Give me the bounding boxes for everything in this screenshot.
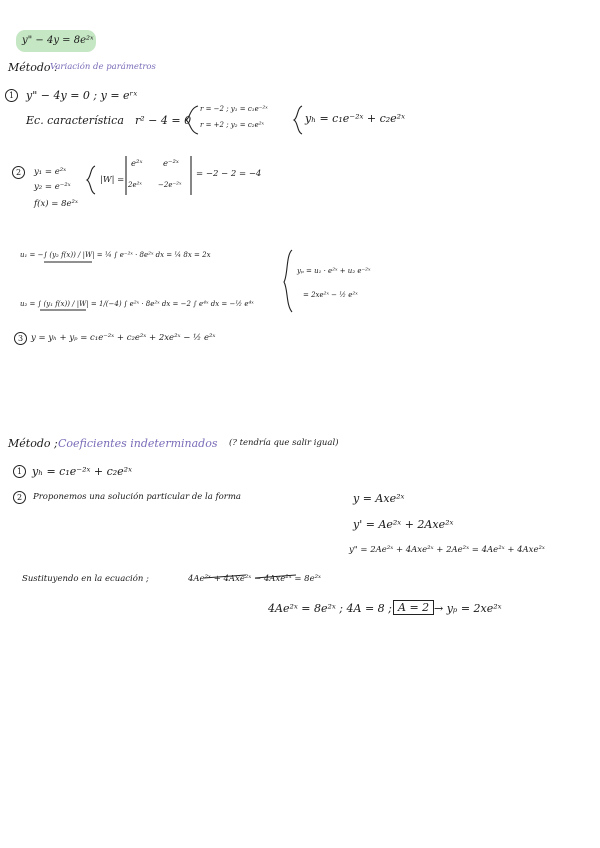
- homogeneous-equation: y" − 4y = 0 ; y = eʳˣ: [26, 89, 138, 102]
- step-number: 1: [13, 465, 26, 478]
- general-solution: y = yₕ + yₚ = c₁e⁻²ˣ + c₂e²ˣ + 2xe²ˣ − ½ e²ˣ: [31, 333, 216, 343]
- y2-definition: y₂ = e⁻²ˣ: [34, 182, 71, 192]
- step-number: 1: [5, 89, 18, 102]
- method1-label: Método :: [8, 61, 58, 74]
- method1-name: Variación de parámetros: [50, 62, 156, 72]
- wronskian-result: = −2 − 2 = −4: [196, 169, 262, 179]
- yp-line-2: = 2xe²ˣ − ½ e²ˣ: [303, 291, 358, 299]
- step-number: 2: [12, 166, 25, 179]
- proposal-text: Proponemos una solución particular de la forma: [33, 492, 241, 502]
- step-number: 2: [13, 491, 26, 504]
- substitution-equation: 4Ae²ˣ + 4Axe²ˣ − 4Axe²ˣ = 8e²ˣ: [188, 574, 322, 584]
- root-2: r = +2 ; y₂ = c₂e²ˣ: [200, 121, 265, 129]
- method2-note: (? tendría que salir igual): [229, 438, 339, 448]
- characteristic-equation: r² − 4 = 0: [135, 114, 192, 127]
- u1-formula: u₁ = −∫ (y₂ f(x)) / |W| = ¼ ∫ e⁻²ˣ · 8e²ˣ dx = ¼ 8x = 2x: [20, 251, 211, 259]
- particular-first-derivative: y' = Ae²ˣ + 2Axe²ˣ: [353, 518, 454, 531]
- characteristic-label: Ec. característica: [26, 114, 124, 127]
- header-equation: y" − 4y = 8e²ˣ: [22, 35, 94, 46]
- particular-second-derivative: y" = 2Ae²ˣ + 4Axe²ˣ + 2Ae²ˣ = 4Ae²ˣ + 4Axe²ˣ: [349, 545, 545, 555]
- particular-solution: → yₚ = 2xe²ˣ: [434, 602, 502, 615]
- substitution-label: Sustituyendo en la ecuación ;: [22, 574, 149, 584]
- yp-line-1: yₚ = u₁ · e²ˣ + u₂ e⁻²ˣ: [297, 267, 371, 275]
- root-1: r = −2 ; y₁ = c₁e⁻²ˣ: [200, 105, 268, 113]
- f-definition: f(x) = 8e²ˣ: [34, 199, 78, 209]
- wronskian-r1c2: e⁻²ˣ: [163, 159, 179, 169]
- u2-formula: u₂ = ∫ (y₁ f(x)) / |W| = 1/(−4) ∫ e²ˣ · 8e²ˣ dx = −2 ∫ e⁴ˣ dx = −½ e⁴ˣ: [20, 300, 254, 308]
- homogeneous-solution: yₕ = c₁e⁻²ˣ + c₂e²ˣ: [305, 112, 405, 125]
- y1-definition: y₁ = e²ˣ: [34, 167, 67, 177]
- coefficient-equation: 4Ae²ˣ = 8e²ˣ ; 4A = 8 ;: [268, 602, 392, 615]
- coefficient-result: A = 2: [393, 600, 434, 615]
- wronskian-label: |W| =: [100, 175, 125, 185]
- method2-name: Coeficientes indeterminados: [58, 437, 218, 450]
- wronskian-r1c1: e²ˣ: [131, 159, 143, 169]
- method2-homogeneous-solution: yₕ = c₁e⁻²ˣ + c₂e²ˣ: [32, 465, 132, 478]
- step-number: 3: [14, 332, 27, 345]
- wronskian-r2c1: 2e²ˣ: [128, 181, 142, 189]
- method2-label: Método ;: [8, 437, 58, 450]
- wronskian-r2c2: −2e⁻²ˣ: [158, 181, 182, 189]
- particular-form: y = Axe²ˣ: [353, 492, 405, 505]
